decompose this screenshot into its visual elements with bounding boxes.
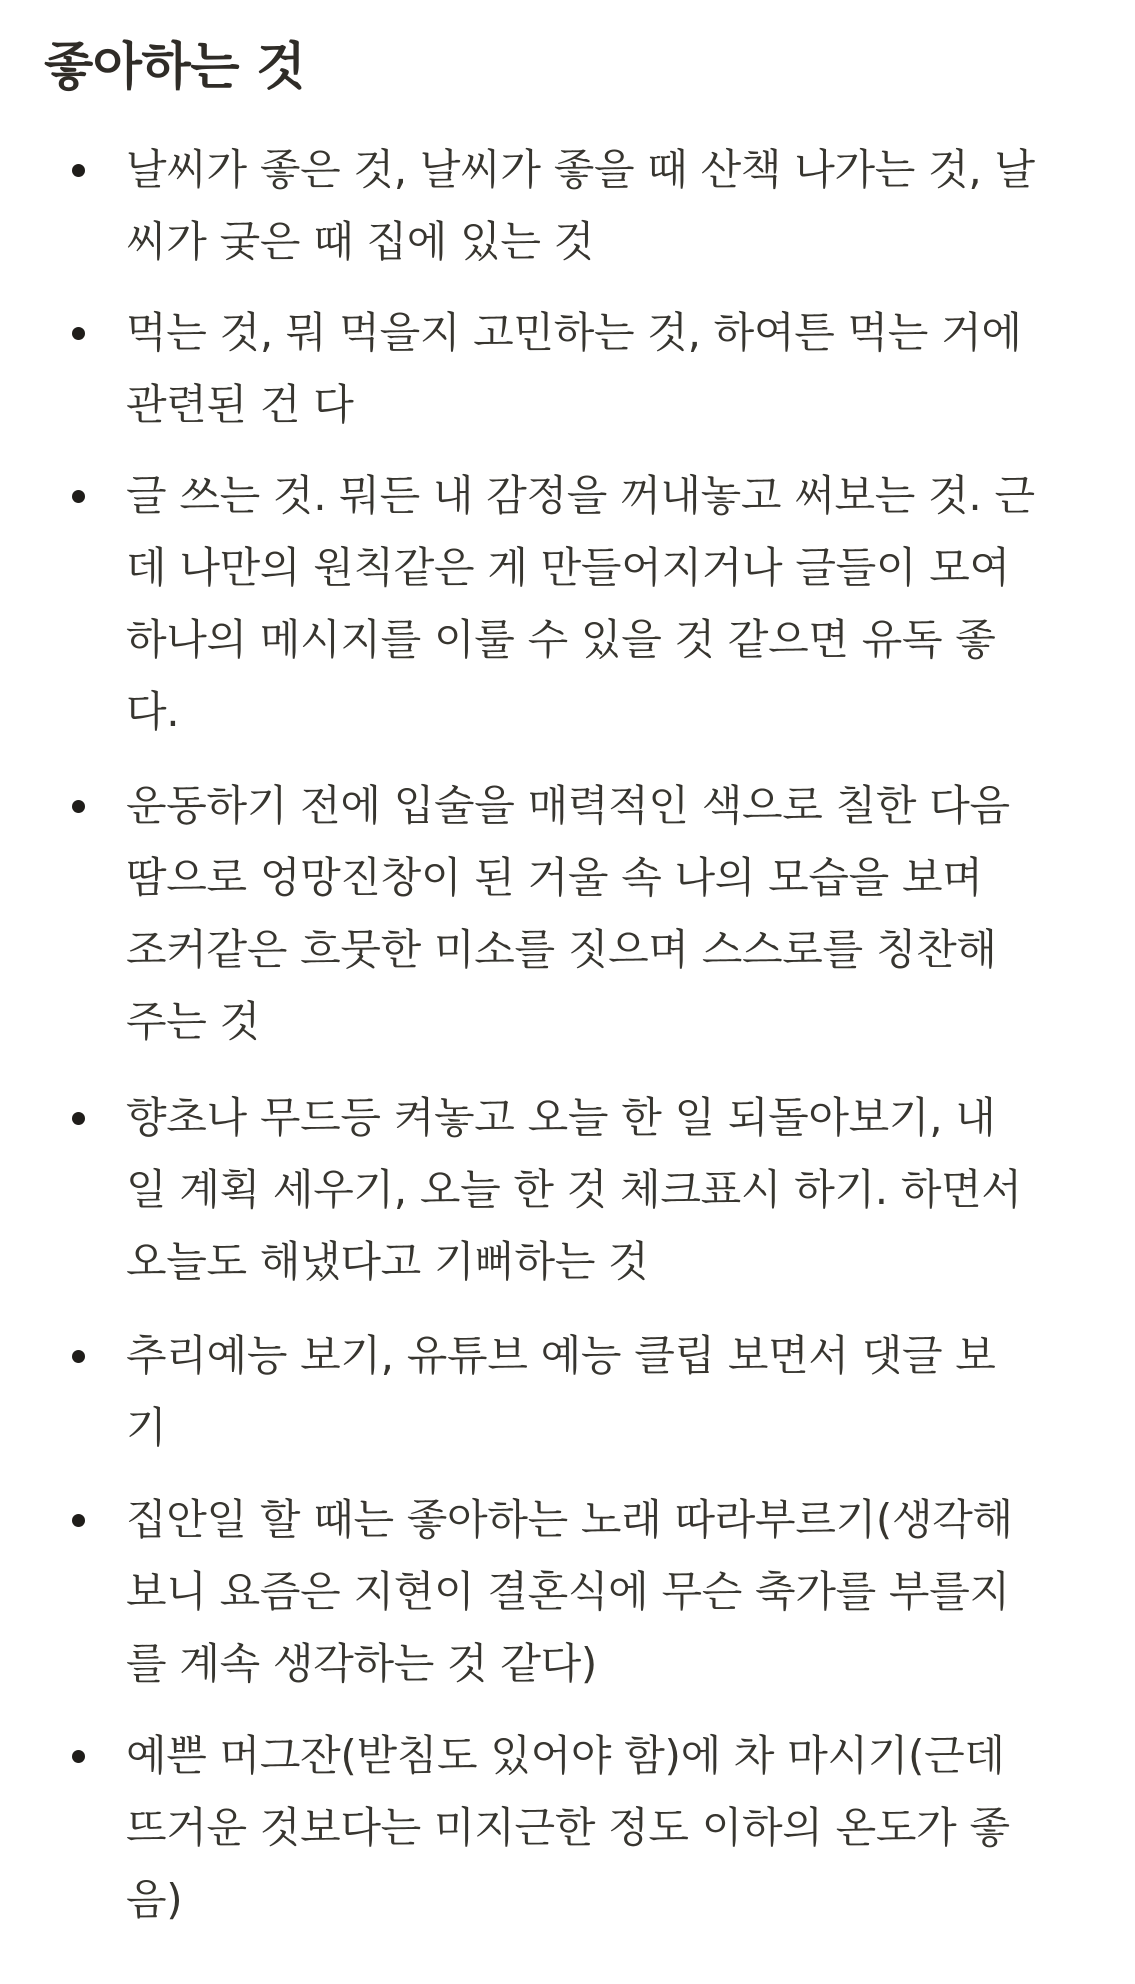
text-line: 주는 것 — [126, 997, 260, 1046]
list-item-text — [126, 460, 1056, 748]
text-line: 예쁜 머그잔(받침도 있어야 함)에 차 마시기(근데 — [126, 1731, 1005, 1780]
text-line: 날씨가 좋은 것, 날씨가 좋을 때 산책 나가는 것, 날 — [126, 145, 1035, 194]
text-line: 땀으로 엉망진창이 된 거울 속 나의 모습을 보며 — [126, 853, 983, 902]
bullet-icon — [72, 1750, 85, 1763]
text-line: 먹는 것, 뭐 먹을지 고민하는 것, 하여튼 먹는 거에 — [126, 308, 1022, 357]
bullet-icon — [72, 490, 85, 503]
text-line: 글 쓰는 것. 뭐든 내 감정을 꺼내놓고 써보는 것. 근 — [126, 471, 1035, 520]
text-line: 추리예능 보기, 유튜브 예능 클립 보면서 댓글 보 — [126, 1331, 996, 1380]
text-line: 오늘도 해냈다고 기뻐하는 것 — [126, 1237, 649, 1286]
list-item-text — [126, 1082, 1056, 1298]
text-line: 운동하기 전에 입술을 매력적인 색으로 칠한 다음 — [126, 781, 1010, 830]
list-item-text — [126, 1720, 1056, 1936]
bullet-icon — [72, 800, 85, 813]
bullet-icon — [72, 1112, 85, 1125]
text-line: 향초나 무드등 켜놓고 오늘 한 일 되돌아보기, 내 — [126, 1093, 996, 1142]
bullet-icon — [72, 1514, 85, 1527]
text-line: 하나의 메시지를 이룰 수 있을 것 같으면 유독 좋 — [126, 615, 996, 664]
text-line: 씨가 궂은 때 집에 있는 것 — [126, 217, 594, 266]
list-item-text — [126, 1320, 1056, 1464]
text-line: 를 계속 생각하는 것 같다) — [126, 1639, 598, 1688]
text-line: 조커같은 흐뭇한 미소를 짓으며 스스로를 칭찬해 — [126, 925, 997, 974]
list-item-text — [126, 1484, 1056, 1700]
text-line: 뜨거운 것보다는 미지근한 정도 이하의 온도가 좋 — [126, 1803, 1010, 1852]
list-item-text — [126, 770, 1056, 1058]
text-line: 일 계획 세우기, 오늘 한 것 체크표시 하기. 하면서 — [126, 1165, 1022, 1214]
text-line: 집안일 할 때는 좋아하는 노래 따라부르기(생각해 — [126, 1495, 1013, 1544]
text-line: 다. — [126, 687, 180, 736]
list-item-text — [126, 297, 1056, 441]
list-item-text — [126, 134, 1056, 278]
text-line: 데 나만의 원칙같은 게 만들어지거나 글들이 모여 — [126, 543, 1010, 592]
bullet-icon — [72, 1350, 85, 1363]
bullet-icon — [72, 327, 85, 340]
text-line: 관련된 건 다 — [126, 380, 354, 429]
bullet-icon — [72, 164, 85, 177]
text-line: 보니 요즘은 지현이 결혼식에 무슨 축가를 부를지 — [126, 1567, 1010, 1616]
text-line: 음) — [126, 1875, 183, 1924]
text-line: 기 — [126, 1403, 167, 1452]
page-heading: 좋아하는 것 — [44, 38, 306, 97]
